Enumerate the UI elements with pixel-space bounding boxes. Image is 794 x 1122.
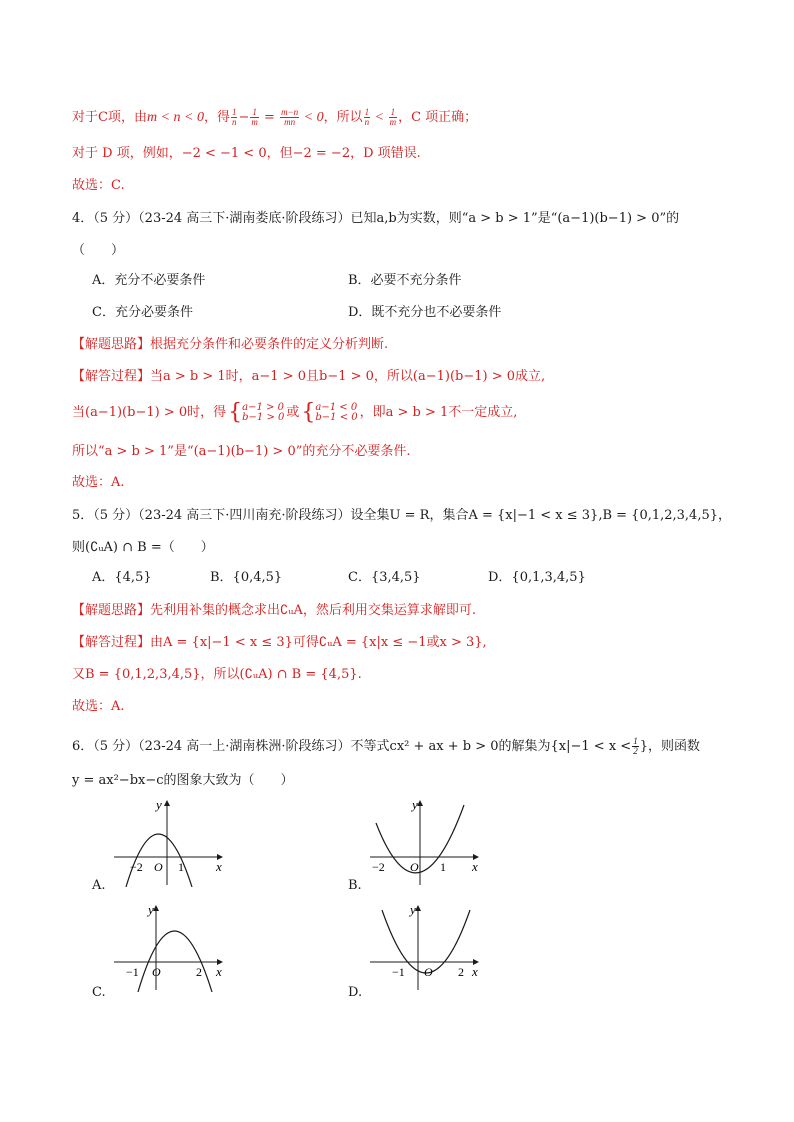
q6-stem: 6．（5 分）（23-24 高一上·湖南株洲·阶段练习）不等式cx² + ax + b > 0的解集为{x|−1 < x < $\frac{1}{2}$ }，则函数 (72, 736, 700, 756)
tick-label: 1 (440, 860, 446, 874)
origin-label: O (152, 965, 161, 979)
origin-label: O (154, 860, 163, 874)
q5-option-a[interactable]: A．{4,5} (92, 570, 152, 585)
q5-answer: 故选：A. (72, 699, 125, 714)
q4-process-3: 所以“a > b > 1”是“(a−1)(b−1) > 0”的充分不必要条件. (72, 444, 411, 459)
q5-stem-2: 则(∁ᵤA) ∩ B =（ ） (72, 540, 214, 555)
y-axis-label: y (410, 902, 416, 917)
x-axis-label: x (472, 964, 478, 979)
q3-line-c: 对于C项，由m < n < 0，得 $\frac{1}{n}$ − $\frac{1}{m}$ = $\frac{m-n}{mn}$ < 0，所以 $\frac{1}{n}$ < $\frac{1}{m}$ ，C 项正确； (72, 107, 478, 127)
graph-a-label: A. (92, 878, 106, 893)
q3-answer: 故选：C. (72, 178, 125, 193)
q4-process-1: 【解答过程】当a > b > 1时，a−1 > 0且b−1 > 0，所以(a−1)(b−1) > 0成立, (72, 369, 546, 384)
q4-option-d[interactable]: D．既不充分也不必要条件 (348, 305, 502, 320)
q4-process-2: 当(a−1)(b−1) > 0时，得{ a−1 > 0 b−1 > 0 或{ a−1 < 0 b−1 < 0 ，即a > b > 1不一定成立, (72, 399, 518, 425)
q5-option-b[interactable]: B．{0,4,5} (210, 570, 283, 585)
graph-b-label: B. (348, 878, 362, 893)
y-axis-label: y (412, 797, 418, 812)
x-axis-label: x (216, 859, 222, 874)
tick-label: −2 (130, 860, 143, 874)
q4-idea: 【解题思路】根据充分条件和必要条件的定义分析判断. (72, 337, 389, 352)
tick-label: 2 (458, 965, 464, 979)
x-axis-label: x (216, 964, 222, 979)
q4-option-c[interactable]: C．充分必要条件 (92, 305, 193, 320)
q5-idea: 【解题思路】先利用补集的概念求出∁ᵤA，然后利用交集运算求解即可. (72, 603, 476, 618)
q4-stem: 4．（5 分）（23-24 高三下·湖南娄底·阶段练习）已知a,b为实数，则“a > b > 1”是“(a−1)(b−1) > 0”的 (72, 211, 680, 226)
y-axis-label: y (148, 902, 154, 917)
x-axis-label: x (472, 859, 478, 874)
tick-label: −1 (392, 965, 405, 979)
q4-answer: 故选：A. (72, 475, 125, 490)
graph-c[interactable] (112, 900, 232, 992)
q4-stem-paren: （ ） (72, 243, 125, 258)
tick-label: −2 (372, 860, 385, 874)
q5-option-c[interactable]: C．{3,4,5} (348, 570, 421, 585)
q5-process-2: 又B = {0,1,2,3,4,5}，所以(∁ᵤA) ∩ B = {4,5}. (72, 667, 362, 682)
q5-option-d[interactable]: D．{0,1,3,4,5} (488, 570, 586, 585)
graph-b[interactable] (368, 795, 488, 887)
origin-label: O (410, 860, 419, 874)
origin-label: O (424, 965, 433, 979)
graph-d[interactable] (368, 900, 488, 992)
q6-stem-2: y = ax²−bx−c的图象大致为（ ） (72, 773, 294, 788)
y-axis-label: y (156, 797, 162, 812)
graph-a[interactable] (112, 795, 232, 887)
tick-label: 1 (178, 860, 184, 874)
parabola-curve (382, 910, 470, 973)
graph-c-label: C. (92, 985, 106, 1000)
tick-label: −1 (126, 965, 139, 979)
q4-option-a[interactable]: A．充分不必要条件 (92, 273, 206, 288)
graph-d-label: D. (348, 985, 363, 1000)
q4-option-b[interactable]: B．必要不充分条件 (348, 273, 462, 288)
tick-label: 2 (196, 965, 202, 979)
q5-process-1: 【解答过程】由A = {x|−1 < x ≤ 3}可得∁ᵤA = {x|x ≤ −1或x > 3}, (72, 635, 487, 650)
q5-stem: 5．（5 分）（23-24 高三下·四川南充·阶段练习）设全集U = R，集合A = {x|−1 < x ≤ 3},B = {0,1,2,3,4,5}， (72, 508, 732, 523)
q3-line-d: 对于 D 项，例如，−2 < −1 < 0，但−2 = −2，D 项错误. (72, 146, 421, 161)
